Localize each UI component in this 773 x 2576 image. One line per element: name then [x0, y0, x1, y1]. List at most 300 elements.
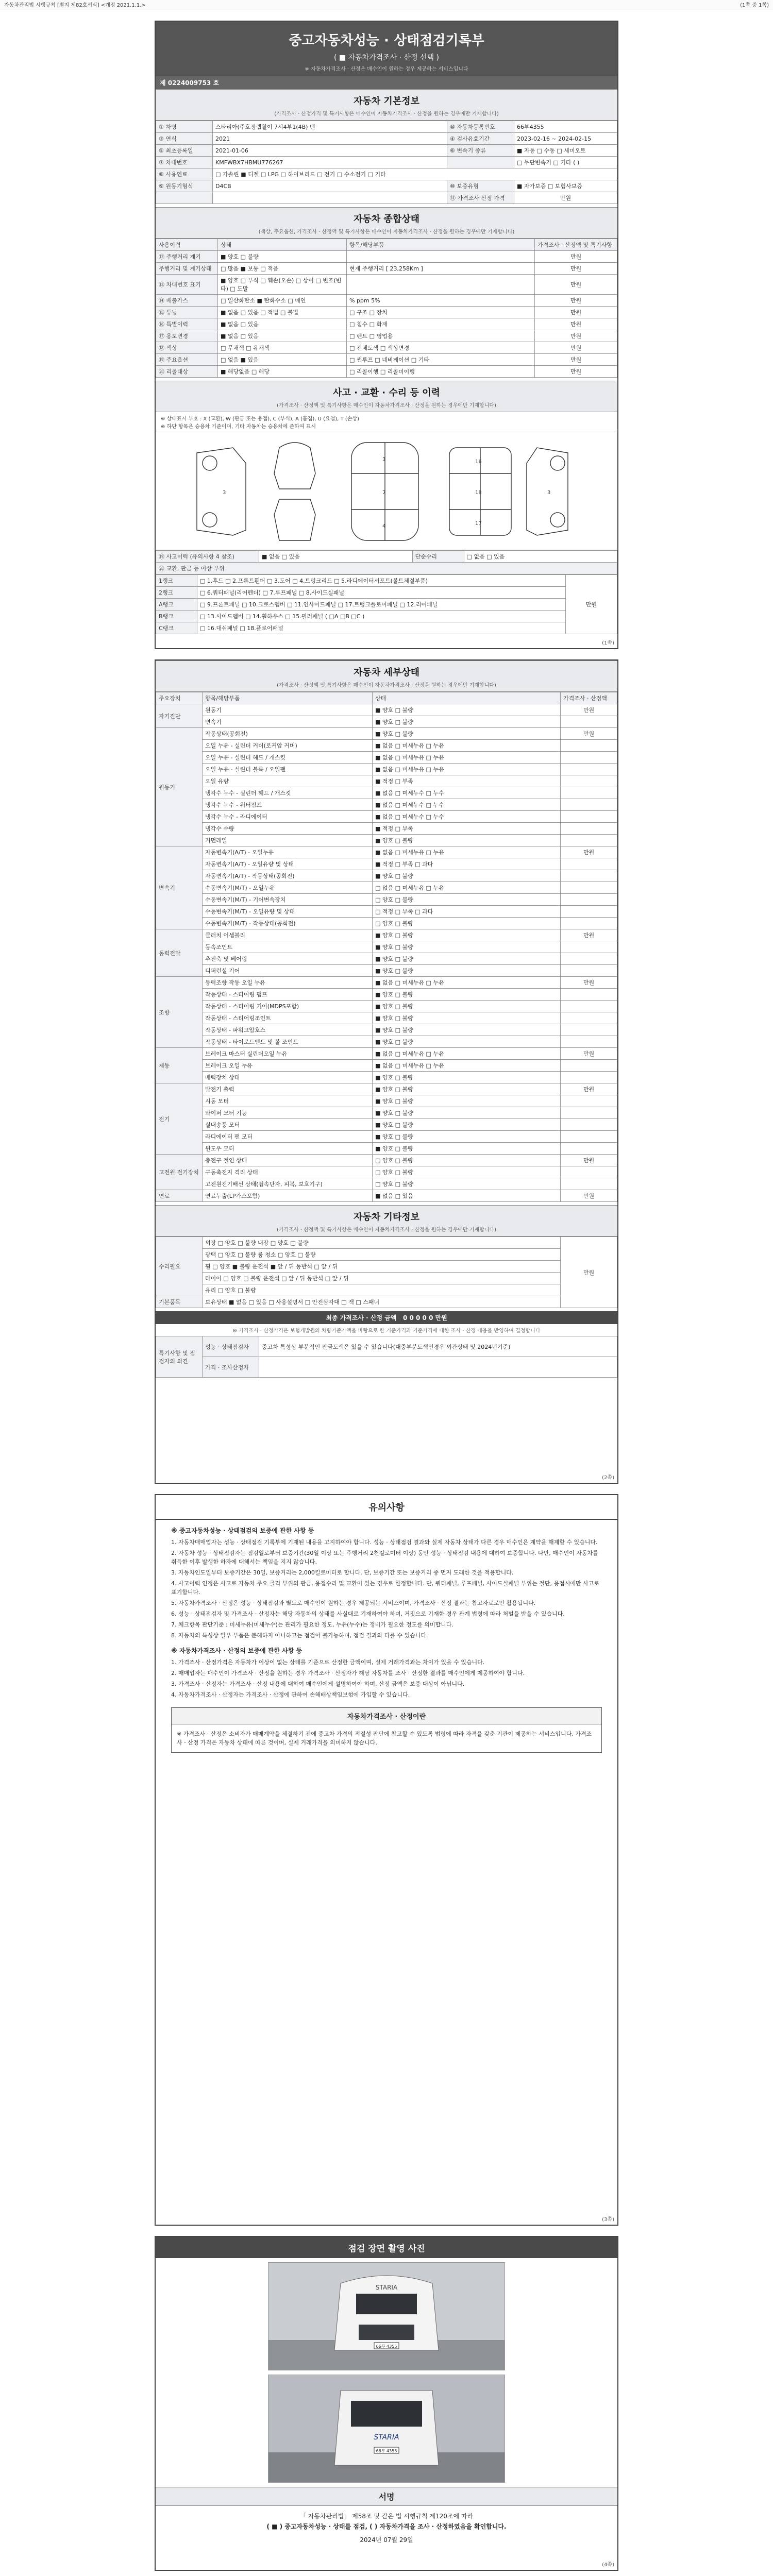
- overall-price: 만원: [535, 263, 617, 275]
- rank-price: 만원: [566, 575, 617, 634]
- car-left-side: [197, 448, 246, 535]
- overall-state: ■ 양호 □ 부식 □ 훼손(오손) □ 상이 □ 변조(변타) □ 도말: [218, 275, 347, 295]
- detail-state: □ 양호 □ 불량: [373, 1166, 561, 1178]
- notice-paragraph: 2. 매매업자는 매수인이 가격조사 · 산정을 원하는 경우 가격조사 · 산정자가 해당 자동차를 조사 · 산정한 결과를 매수인에게 제공하여야 합니다.: [171, 1670, 525, 1676]
- accident-note: (가격조사 · 산정액 및 특기사항은 매수인이 자동차가격조사 · 산정을 원하는 경우에만 기재합니다): [277, 403, 496, 409]
- table-row: [156, 1131, 617, 1143]
- rank-items: □ 9.프론트패널 □ 10.크로스멤버 □ 11.인사이드패널 □ 17.트렁크플로어패널 □ 12.리어패널: [197, 599, 566, 611]
- cell-label: ⑲ 사고이력 (유의사항 4 참조): [156, 551, 259, 563]
- overall-state: ■ 없음 □ 있음 □ 적법 □ 불법: [218, 307, 347, 318]
- table-row: [156, 168, 617, 180]
- table-row: [156, 1107, 617, 1119]
- table-row: [156, 180, 617, 192]
- detail-name: 냉각수 누수 - 라디에이터: [203, 811, 373, 823]
- table-row: [156, 835, 617, 846]
- overall-header: [156, 207, 617, 239]
- detail-state: ■ 없음 □ 미세누유 □ 누유: [373, 752, 561, 764]
- table-row: [156, 953, 617, 965]
- overall-label: ⑮ 튜닝: [156, 307, 218, 318]
- detail-price: 만원: [561, 1083, 617, 1095]
- notice-paragraph: 5. 자동차가격조사 · 산정은 성능 · 상태점검과 별도로 매수인이 원하는 경우 제공되는 서비스이며, 가격조사 · 산정 결과는 참고자료로만 활용됩니다.: [171, 1600, 536, 1606]
- accident-title: 사고 · 교환 · 수리 등 이력: [333, 387, 440, 398]
- detail-name: 시동 모터: [203, 1095, 373, 1107]
- detail-price: 만원: [561, 704, 617, 716]
- table-row: [156, 1190, 617, 1202]
- detail-state: ■ 양호 □ 불량: [373, 704, 561, 716]
- basic-info-title: 자동차 기본정보: [354, 96, 419, 107]
- detail-name: 작동상태(공회전): [203, 728, 373, 740]
- table-row: [156, 1036, 617, 1048]
- form-legal-ref: 자동차관리법 시행규칙 [별지 제82호서식] <개정 2021.1.1.>: [4, 3, 146, 8]
- detail-state: ■ 적정 □ 부족 □ 과다: [373, 858, 561, 870]
- detail-name: 작동상태 - 타이로드엔드 및 볼 조인트: [203, 1036, 373, 1048]
- detail-state: ■ 없음 □ 미세누유 □ 누유: [373, 764, 561, 775]
- table-row: [156, 1083, 617, 1095]
- detail-state: ■ 없음 □ 미세누유 □ 누유: [373, 1060, 561, 1072]
- detail-state: ■ 없음 □ 미세누유 □ 누유: [373, 846, 561, 858]
- cell-label: 수리필요: [156, 1237, 203, 1296]
- overall-price: 만원: [535, 342, 617, 354]
- table-row: [156, 740, 617, 752]
- overall-label: ⑯ 특별이력: [156, 318, 218, 330]
- table-row: [156, 858, 617, 870]
- overall-price: 만원: [535, 275, 617, 295]
- rank-label: B랭크: [156, 611, 197, 622]
- report-subtitle: ( ■ 자동차가격조사 · 산정 선택 ): [333, 54, 440, 62]
- legend-text: ※ 상태표시 부호 : X (교환), W (판금 또는 용접), C (부식), A (흠집), U (요철), T (손상): [161, 416, 360, 422]
- page-1: [155, 21, 618, 649]
- table-row: [156, 563, 617, 574]
- cell-value: 2021: [213, 133, 447, 145]
- rank-items: □ 1.후드 □ 2.프론트휀더 □ 3.도어 □ 4.트렁크리드 □ 5.라디에이터서포트(볼트체결부품): [197, 575, 566, 587]
- detail-name: 오일 누유 - 실린더 커버(로커암 커버): [203, 740, 373, 752]
- detail-name: 고전원전기배선 상태(접속단자, 피복, 보호기구): [203, 1178, 373, 1190]
- photos-title: 점검 장면 촬영 사진: [156, 2237, 617, 2258]
- detail-group: 전기: [156, 1083, 203, 1155]
- cell-value: KMFWBX7HBMU776267: [213, 157, 447, 168]
- overall-detail: □ 전체도색 □ 색상변경: [347, 342, 535, 354]
- page-3: [155, 1494, 618, 2226]
- notice-paragraph: 6. 성능 · 상태점검자 및 가격조사 · 산정자는 해당 자동차의 상태를 사실대로 기재하여야 하며, 거짓으로 기재한 경우 관계 법령에 따라 처벌을 받을 수 있습니다.: [171, 1611, 565, 1617]
- appraiser-opinion: [259, 1357, 617, 1378]
- signature-title: 서명: [156, 2487, 617, 2506]
- detail-price: [561, 1178, 617, 1190]
- detail-state: ■ 양호 □ 불량: [373, 716, 561, 728]
- overall-state: ■ 없음 □ 있음: [218, 330, 347, 342]
- table-row: [156, 704, 617, 716]
- table-row: [156, 275, 617, 295]
- detail-name: 브레이크 오일 누유: [203, 1060, 373, 1072]
- signature-area: [156, 2506, 617, 2550]
- cell-label: ⑦ 차대번호: [156, 157, 213, 168]
- table-row: [156, 1048, 617, 1060]
- col-header: 상태: [373, 692, 561, 704]
- overall-detail: [347, 251, 535, 263]
- detail-price: [561, 1072, 617, 1083]
- cell-value: □ 무단변속기 □ 기타 ( ): [514, 157, 617, 168]
- overall-label: ⑲ 주요옵션: [156, 354, 218, 366]
- detail-state: ■ 양호 □ 불량: [373, 1072, 561, 1083]
- overall-detail: □ 썬루프 □ 네비게이션 □ 기타: [347, 354, 535, 366]
- detail-name: 냉각수 누수 - 워터펌프: [203, 799, 373, 811]
- detail-name: 수동변속기(M/T) - 기어변속장치: [203, 894, 373, 906]
- table-row: [156, 307, 617, 318]
- detail-name: 작동상태 - 파워고압호스: [203, 1024, 373, 1036]
- detail-price: [561, 918, 617, 929]
- overall-price: 만원: [535, 366, 617, 378]
- notice-paragraph: 8. 자동차의 특성상 일부 부품은 분해하지 아니하고는 점검이 불가능하며, 점검 결과와 다를 수 있습니다.: [171, 1632, 428, 1639]
- detail-price: [561, 1036, 617, 1048]
- table-row: [156, 1296, 617, 1308]
- table-row: [156, 894, 617, 906]
- signature-date: 2024년 07월 29일: [360, 2536, 413, 2544]
- overall-state: □ 많음 ■ 보통 □ 적음: [218, 263, 347, 275]
- svg-text:4: 4: [382, 523, 386, 529]
- detail-note: (가격조사 · 산정액 및 특기사항은 매수인이 자동차가격조사 · 산정을 원하는 경우에만 기재합니다): [277, 683, 496, 688]
- detail-name: 동력조향 작동 오일 누유: [203, 977, 373, 989]
- table-row: [156, 799, 617, 811]
- cell-value: □ 없음 □ 있음: [464, 551, 617, 563]
- table-row: [156, 1143, 617, 1155]
- table-row: [156, 251, 617, 263]
- detail-group: 연료: [156, 1190, 203, 1202]
- report-note: ※ 자동차가격조사 · 산정은 매수인이 원하는 경우 제공하는 서비스입니다: [305, 66, 468, 72]
- detail-state: ■ 양호 □ 불량: [373, 1012, 561, 1024]
- svg-text:7: 7: [382, 490, 386, 496]
- rank-table: [156, 574, 617, 634]
- detail-state: ■ 양호 □ 불량: [373, 1024, 561, 1036]
- svg-text:STARIA: STARIA: [375, 2284, 398, 2291]
- detail-name: 원동기: [203, 704, 373, 716]
- detail-name: 변속기: [203, 716, 373, 728]
- page-number: (4쪽): [602, 2562, 614, 2568]
- detail-state: □ 양호 □ 불량: [373, 894, 561, 906]
- notice-paragraph: 7. 체크항목 판단기준 : 미세누유(미세누수)는 관리가 필요한 정도, 누유(누수)는 정비가 필요한 정도를 의미합니다.: [171, 1621, 453, 1628]
- table-row: [156, 1178, 617, 1190]
- detail-name: 수동변속기(M/T) - 오일누유: [203, 882, 373, 894]
- final-title: 최종 가격조사 · 산정 금액: [326, 1314, 397, 1321]
- detail-state: □ 양호 □ 불량: [373, 918, 561, 929]
- detail-state: ■ 적정 □ 부족: [373, 823, 561, 835]
- notice-heading-1: ※ 중고자동차성능 · 상태점검의 보증에 관한 사항 등: [171, 1527, 314, 1534]
- cell-value: [213, 192, 447, 204]
- col-header: 상태: [218, 239, 347, 251]
- inspector-opinion: 중고차 특성상 부분적인 판금도색은 있을 수 있습니다(대중부분도색인경우 외관상태 및 2024년기준): [259, 1336, 617, 1357]
- rank-label: A랭크: [156, 599, 197, 611]
- price-info-title: 자동차가격조사 · 산정이란: [172, 1708, 601, 1724]
- table-row: [156, 611, 617, 622]
- detail-name: 작동상태 - 스티어링조인트: [203, 1012, 373, 1024]
- detail-state: ■ 양호 □ 불량: [373, 1036, 561, 1048]
- overall-price: 만원: [535, 354, 617, 366]
- notice-paragraph: 4. 사고이력 인정은 사고로 자동차 주요 골격 부위의 판금, 용접수리 및 교환이 있는 경우로 한정합니다. 단, 쿼터패널, 루프패널, 사이드실패널 부위는 절단, 용접시에만 사고로 표기합니다.: [171, 1580, 599, 1596]
- detail-price: 만원: [561, 929, 617, 941]
- detail-price: [561, 835, 617, 846]
- detail-price: [561, 799, 617, 811]
- svg-text:3: 3: [547, 490, 551, 496]
- cell-value: ■ 자가보증 □ 보험사보증: [514, 180, 617, 192]
- col-header: 주요장치: [156, 692, 203, 704]
- overall-detail: % ppm 5%: [347, 295, 535, 307]
- price-info-text: ※ 가격조사 · 산정은 소비자가 매매계약을 체결하기 전에 중고차 가격의 적절성 판단에 참고할 수 있도록 법령에 따라 자격을 갖춘 기관이 제공하는 서비스입니다. 가격조사 · 산정 가격은 자동차 상태에 따른 것이며, 실제 거래가격을 의미하지 않습니다.: [177, 1731, 592, 1746]
- overall-label: ⑰ 용도변경: [156, 330, 218, 342]
- overall-detail: □ 구조 □ 장치: [347, 307, 535, 318]
- table-row: [156, 1336, 617, 1357]
- form-header-line: [0, 0, 773, 9]
- signature-line-2: ( ■ ) 중고자동차성능 · 상태를 점검, ( ) 자동차가격을 조사 · 산정하였음을 확인합니다.: [266, 2523, 507, 2530]
- table-header-row: [156, 239, 617, 251]
- detail-state: ■ 양호 □ 불량: [373, 835, 561, 846]
- detail-state: ■ 양호 □ 불량: [373, 929, 561, 941]
- detail-group: 변속기: [156, 846, 203, 929]
- cell-label: ⑨ 원동기형식: [156, 180, 213, 192]
- rank-label: 1랭크: [156, 575, 197, 587]
- svg-text:3: 3: [223, 490, 226, 496]
- overall-label: 주행거리 및 계기상태: [156, 263, 218, 275]
- detail-name: 오일 누유 - 실린더 블록 / 오일팬: [203, 764, 373, 775]
- table-row: [156, 918, 617, 929]
- detail-price: 만원: [561, 728, 617, 740]
- table-row: [156, 587, 617, 599]
- detail-price: [561, 1012, 617, 1024]
- table-header-row: [156, 692, 617, 704]
- detail-name: 충전구 절연 상태: [203, 1155, 373, 1166]
- accident-table: [156, 550, 617, 574]
- overall-price: 만원: [535, 251, 617, 263]
- detail-name: 클러치 어셈블리: [203, 929, 373, 941]
- col-header: 항목/해당부품: [203, 692, 373, 704]
- overall-detail: □ 렌트 □ 영업용: [347, 330, 535, 342]
- detail-state: ■ 양호 □ 불량: [373, 728, 561, 740]
- table-row: [156, 295, 617, 307]
- detail-price: [561, 1143, 617, 1155]
- detail-name: 수동변속기(M/T) - 작동상태(공회전): [203, 918, 373, 929]
- notice-paragraph: 3. 자동차인도일부터 보증기간은 30일, 보증거리는 2,000킬로미터로 합니다. 단, 보증기간 또는 보증거리 중 먼저 도래한 것을 적용합니다.: [171, 1569, 514, 1576]
- detail-state: ■ 양호 □ 불량: [373, 989, 561, 1001]
- table-row: [156, 1001, 617, 1012]
- detail-title: 자동차 세부상태: [354, 667, 419, 678]
- table-row: [156, 1072, 617, 1083]
- cell-label: ⑩ 보증유형: [447, 180, 514, 192]
- overall-price: 만원: [535, 318, 617, 330]
- detail-name: 연료누출(LP가스포함): [203, 1190, 373, 1202]
- cell-value: 타이어 □ 양호 □ 불량 운전석 □ 앞 / 뒤 동반석 □ 앞 / 뒤: [203, 1273, 561, 1284]
- accident-header: [156, 381, 617, 412]
- cell-value: □ 가솔린 ■ 디젤 □ LPG □ 하이브리드 □ 전기 □ 수소전기 □ 기타: [213, 168, 617, 180]
- table-row: [156, 989, 617, 1001]
- detail-name: 추진축 및 베어링: [203, 953, 373, 965]
- price-info-box: [171, 1707, 602, 1753]
- col-header: 가격조사 · 산정액: [561, 692, 617, 704]
- cell-label: 특기사항 및 점검자의 의견: [156, 1336, 203, 1378]
- cell-label: ⑳ 교환, 판금 등 이상 부위: [156, 563, 617, 574]
- detail-price: [561, 823, 617, 835]
- table-row: [156, 263, 617, 275]
- overall-price: 만원: [535, 330, 617, 342]
- page-number: (2쪽): [602, 1475, 614, 1481]
- detail-group: 원동기: [156, 728, 203, 846]
- detail-name: 수동변속기(M/T) - 오일유량 및 상태: [203, 906, 373, 918]
- detail-header: [156, 660, 617, 692]
- overall-table: [156, 239, 617, 378]
- detail-price: [561, 752, 617, 764]
- table-row: [156, 906, 617, 918]
- detail-name: 디퍼런셜 기어: [203, 965, 373, 977]
- detail-name: 자동변속기(A/T) - 작동상태(공회전): [203, 870, 373, 882]
- detail-state: ■ 양호 □ 불량: [373, 1095, 561, 1107]
- opinion-table: [156, 1336, 617, 1378]
- final-amount: 0 0 0 0 0 만원: [402, 1314, 447, 1321]
- basic-info-header: [156, 89, 617, 121]
- detail-state: ■ 없음 □ 미세누수 □ 누수: [373, 811, 561, 823]
- detail-state: ■ 없음 □ 미세누수 □ 누수: [373, 787, 561, 799]
- detail-state: ■ 없음 □ 미세누유 □ 누유: [373, 1048, 561, 1060]
- overall-state: ■ 없음 □ 있음: [218, 318, 347, 330]
- photos-area: [156, 2258, 617, 2487]
- table-row: [156, 133, 617, 145]
- wheel-icon: [550, 456, 565, 470]
- cell-value: 스타리아(주호정랩칠이 7시4부1(4B) 밴: [213, 121, 447, 133]
- wheel-icon: [203, 513, 217, 527]
- detail-name: 오일 누유 - 실린더 헤드 / 개스킷: [203, 752, 373, 764]
- cell-value: 외장 □ 양호 □ 불량 내장 □ 양호 □ 불량: [203, 1237, 561, 1249]
- table-row: [156, 977, 617, 989]
- table-row: [156, 1357, 617, 1378]
- cell-price: 만원: [561, 1237, 617, 1308]
- cell-value: ■ 없음 □ 있음: [259, 551, 413, 563]
- car-rear: [274, 499, 315, 540]
- report-header: [156, 22, 617, 76]
- detail-table: [156, 692, 617, 1202]
- detail-name: 구동축전지 격리 상태: [203, 1166, 373, 1178]
- detail-name: 브레이크 마스터 실린더오일 누유: [203, 1048, 373, 1060]
- detail-price: [561, 953, 617, 965]
- cell-value: 만원: [514, 192, 617, 204]
- cell-value: 유리 □ 양호 □ 불량: [203, 1284, 561, 1296]
- page-number: (1쪽): [602, 640, 614, 646]
- detail-name: 와이퍼 모터 기능: [203, 1107, 373, 1119]
- detail-state: ■ 양호 □ 불량: [373, 941, 561, 953]
- cell-label: ⑪ 가격조사 산정 가격: [447, 192, 514, 204]
- detail-price: 만원: [561, 977, 617, 989]
- table-row: [156, 941, 617, 953]
- table-row: [156, 1024, 617, 1036]
- detail-price: [561, 1166, 617, 1178]
- detail-name: 배력장치 상태: [203, 1072, 373, 1083]
- detail-name: 자동변속기(A/T) - 오일유량 및 상태: [203, 858, 373, 870]
- detail-price: [561, 965, 617, 977]
- table-row: [156, 318, 617, 330]
- detail-price: [561, 1107, 617, 1119]
- basic-info-note: (가격조사 · 산정가격 및 특기사항은 매수인이 자동차가격조사 · 산정을 원하는 경우에만 기재합니다): [274, 111, 499, 117]
- other-header: [156, 1205, 617, 1236]
- rank-items: □ 6.쿼터패널(리어펜더) □ 7.루프패널 □ 8.사이드실패널: [197, 587, 566, 599]
- overall-state: ■ 양호 □ 불량: [218, 251, 347, 263]
- detail-group: 고전원 전기장치: [156, 1155, 203, 1190]
- detail-state: ■ 없음 □ 있음: [373, 1190, 561, 1202]
- table-row: [156, 1095, 617, 1107]
- overall-state: ■ 해당없음 □ 해당: [218, 366, 347, 378]
- page-4: [155, 2236, 618, 2571]
- table-row: [156, 716, 617, 728]
- detail-price: [561, 941, 617, 953]
- other-title: 자동차 기타정보: [354, 1212, 419, 1223]
- table-row: [156, 1284, 617, 1296]
- car-outline-svg: [156, 432, 617, 551]
- detail-state: ■ 없음 □ 미세누수 □ 누수: [373, 799, 561, 811]
- overall-price: 만원: [535, 307, 617, 318]
- detail-state: ■ 양호 □ 불량: [373, 1119, 561, 1131]
- table-row: [156, 354, 617, 366]
- detail-price: [561, 1119, 617, 1131]
- notice-paragraph: 4. 자동차가격조사 · 산정자는 가격조사 · 산정에 관하여 손해배상책임보험에 가입할 수 있습니다.: [171, 1691, 410, 1698]
- overall-detail: [347, 275, 535, 295]
- cell-value: 보유상태 ■ 없음 □ 있음 □ 사용설명서 □ 안전삼각대 □ 잭 □ 스패너: [203, 1296, 561, 1308]
- table-row: [156, 551, 617, 563]
- signature-line-1: 「 자동차관리법」 제58조 및 같은 법 시행규칙 제120조에 따라: [299, 2513, 474, 2520]
- table-row: [156, 764, 617, 775]
- overall-label: ⑱ 색상: [156, 342, 218, 354]
- table-row: [156, 775, 617, 787]
- detail-state: □ 적정 □ 부족 □ 과다: [373, 906, 561, 918]
- notice-paragraph: 2. 자동차 성능 · 상태점검자는 점검일로부터 보증기간(30일 이상 또는 주행거리 2천킬로미터 이상) 동안 성능 · 상태점검 내용에 대하여 보증합니다. 다만, 매수인이 자동차를 취득한 이후 발생한 하자에 대해서는 책임을 지지 않습니다.: [171, 1550, 598, 1565]
- overall-title: 자동차 종합상태: [354, 214, 419, 225]
- detail-price: [561, 1095, 617, 1107]
- rank-items: □ 13.사이드멤버 □ 14.휠하우스 □ 15.필러패널 ( □A □B □C ): [197, 611, 566, 622]
- svg-text:16: 16: [475, 459, 482, 465]
- final-note: ※ 가격조사 · 산정가격은 보험개발원의 차량기준가액을 바탕으로 한 기준가격과 기준가격에 대한 조사 · 산정 내용을 반영하여 결정합니다: [232, 1328, 541, 1334]
- detail-state: ■ 양호 □ 불량: [373, 870, 561, 882]
- detail-price: 만원: [561, 1048, 617, 1060]
- table-row: [156, 728, 617, 740]
- table-row: [156, 366, 617, 378]
- detail-name: 커먼레일: [203, 835, 373, 846]
- detail-price: 만원: [561, 846, 617, 858]
- overall-detail: □ 침수 □ 화재: [347, 318, 535, 330]
- other-note: (가격조사 · 산정액 및 특기사항은 매수인이 자동차가격조사 · 산정을 원하는 경우에만 기재합니다): [277, 1227, 496, 1233]
- detail-group: 제동: [156, 1048, 203, 1083]
- overall-detail: □ 리콜이행 □ 리콜미이행: [347, 366, 535, 378]
- detail-price: [561, 1024, 617, 1036]
- detail-state: ■ 양호 □ 불량: [373, 1107, 561, 1119]
- table-row: [156, 1012, 617, 1024]
- table-row: [156, 846, 617, 858]
- detail-state: ■ 양호 □ 불량: [373, 1001, 561, 1012]
- detail-name: 냉각수 누수 - 실린더 헤드 / 개스킷: [203, 787, 373, 799]
- detail-name: 발전기 출력: [203, 1083, 373, 1095]
- detail-state: ■ 양호 □ 불량: [373, 1143, 561, 1155]
- car-front: [274, 443, 315, 489]
- page-2: [155, 659, 618, 1484]
- wheel-icon: [203, 456, 217, 470]
- overall-state: □ 일산화탄소 ■ 탄화수소 □ 매연: [218, 295, 347, 307]
- detail-name: 실내송풍 모터: [203, 1119, 373, 1131]
- cell-label: 단순수리: [412, 551, 464, 563]
- detail-state: ■ 적정 □ 부족: [373, 775, 561, 787]
- overall-state: □ 무채색 □ 유채색: [218, 342, 347, 354]
- detail-group: 조향: [156, 977, 203, 1048]
- page-number: (3쪽): [602, 2217, 614, 2223]
- detail-state: ■ 없음 □ 미세누유 □ 누유: [373, 740, 561, 752]
- record-no-suffix: 호: [213, 79, 220, 87]
- svg-text:66부 4355: 66부 4355: [376, 2344, 397, 2349]
- detail-state: □ 양호 □ 불량: [373, 1155, 561, 1166]
- detail-price: [561, 811, 617, 823]
- detail-name: 라디에이터 팬 모터: [203, 1131, 373, 1143]
- accident-legend: [156, 412, 617, 432]
- table-row: [156, 575, 617, 587]
- notice-paragraph: 1. 가격조사 · 산정가격은 자동차가 이상이 없는 상태를 기준으로 산정한 금액이며, 실제 거래가격과는 차이가 있을 수 있습니다.: [171, 1659, 485, 1666]
